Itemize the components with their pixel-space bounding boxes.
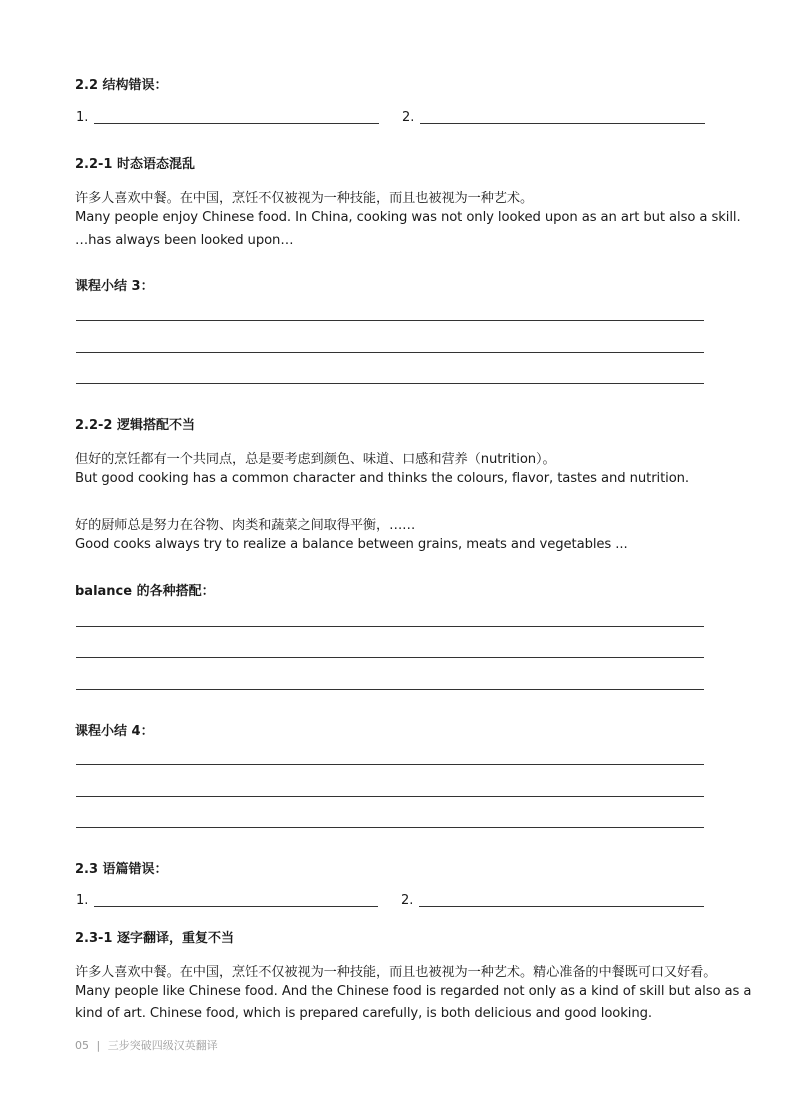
english-sentence: Many people enjoy Chinese food. In China, cooking was not only looked upon as an art but also a skill.: [75, 210, 741, 225]
english-sentence: Good cooks always try to realize a balance between grains, meats and vegetables ...: [75, 537, 628, 552]
writing-line[interactable]: [76, 827, 704, 828]
section-2-2-heading: 2.2 结构错误：: [75, 78, 168, 93]
correction-note: …has always been looked upon…: [75, 233, 294, 248]
writing-line[interactable]: [76, 626, 704, 627]
balance-collocations-heading: balance 的各种搭配：: [75, 584, 215, 599]
blank-2-line[interactable]: [420, 123, 705, 124]
writing-line[interactable]: [76, 689, 704, 690]
page-footer: [75, 1037, 218, 1053]
summary-3-heading: 课程小结 3：: [75, 279, 154, 294]
english-sentence: kind of art. Chinese food, which is prepared carefully, is both delicious and good looking.: [75, 1006, 652, 1021]
blank-1-number: 1.: [76, 110, 89, 125]
writing-line[interactable]: [76, 764, 704, 765]
blank-1-line[interactable]: [94, 123, 379, 124]
english-sentence: Many people like Chinese food. And the Chinese food is regarded not only as a kind of skill but also as a: [75, 984, 752, 999]
footer-separator: |: [96, 1039, 101, 1052]
section-2-3-1-heading: 2.3-1 逐字翻译，重复不当: [75, 931, 234, 946]
section-2-2-1-heading: 2.2-1 时态语态混乱: [75, 157, 195, 172]
writing-line[interactable]: [76, 383, 704, 384]
chinese-sentence: 好的厨师总是努力在谷物、肉类和蔬菜之间取得平衡，……: [75, 518, 416, 533]
english-sentence: But good cooking has a common character and thinks the colours, flavor, tastes and nutrition.: [75, 471, 690, 486]
writing-line[interactable]: [76, 320, 704, 321]
chinese-sentence: 但好的烹饪都有一个共同点，总是要考虑到颜色、味道、口感和营养（nutrition）。: [75, 452, 556, 467]
summary-4-heading: 课程小结 4：: [75, 724, 154, 739]
chinese-sentence: 许多人喜欢中餐。在中国，烹饪不仅被视为一种技能，而且也被视为一种艺术。: [75, 191, 534, 206]
section-2-3-heading: 2.3 语篇错误：: [75, 862, 168, 877]
blank-2-line[interactable]: [419, 906, 704, 907]
chinese-sentence: 许多人喜欢中餐。在中国，烹饪不仅被视为一种技能，而且也被视为一种艺术。精心准备的中餐既可口又好看。: [75, 965, 717, 980]
book-title: 三步突破四级汉英翻译: [107, 1039, 218, 1052]
blank-2-number: 2.: [401, 893, 414, 908]
section-2-2-2-heading: 2.2-2 逻辑搭配不当: [75, 418, 195, 433]
blank-1-number: 1.: [76, 893, 89, 908]
blank-1-line[interactable]: [94, 906, 378, 907]
page-number: 05: [75, 1039, 89, 1052]
writing-line[interactable]: [76, 796, 704, 797]
blank-2-number: 2.: [402, 110, 415, 125]
writing-line[interactable]: [76, 657, 704, 658]
writing-line[interactable]: [76, 352, 704, 353]
